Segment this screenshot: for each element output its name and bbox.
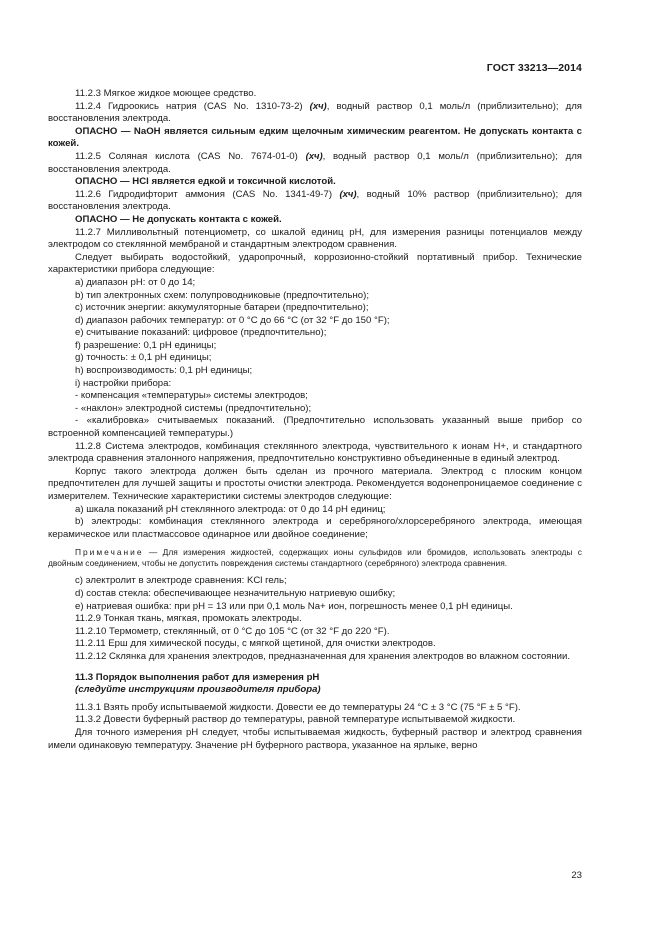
paragraph-11-2-4: 11.2.4 Гидроокись натрия (CAS No. 1310-73-2) (хч), водный раствор 0,1 моль/л (приблизительно); для восстановления электрода. — [48, 100, 582, 125]
note — [48, 547, 582, 569]
section-subtitle: (следуйте инструкциям производителя прибора) — [75, 684, 321, 696]
paragraph-11-3-1: 11.3.1 Взять пробу испытываемой жидкости. Довести ее до температуры 24 °С ± 3 °С (75 °F ± 5 °F). — [75, 701, 521, 713]
paragraph-11-2-3: 11.2.3 Мягкое жидкое моющее средство. — [75, 88, 257, 99]
note-text: — Для измерения жидкостей, содержащих ионы сульфидов или бромидов, использовать электроды с двойным соединением, чтобы не допустить повреждения системы стандартного (серебряного) электрода сравнения. — [48, 547, 582, 569]
note-label: Примечание — [75, 547, 144, 558]
list-item: i) настройки прибора: — [75, 377, 172, 389]
standard-header: ГОСТ 33213—2014 — [486, 62, 582, 74]
dash-item: - компенсация «температуры» системы электродов; — [75, 390, 308, 402]
warning-skin: ОПАСНО — Не допускать контакта с кожей. — [75, 213, 282, 225]
list-item: b) тип электронных схем: полупроводниковые (предпочтительно); — [75, 289, 369, 301]
paragraph-11-2-7: 11.2.7 Милливольтный потенциометр, со шкалой единиц pH, для измерения разницы потенциалов между электродом со стеклянной мембраной и стандартным электродом сравнения. — [48, 226, 582, 251]
section-title: 11.3 Порядок выполнения работ для измерения pH — [75, 671, 320, 683]
list-item: a) шкала показаний pH стеклянного электрода: от 0 до 14 pH единиц; — [75, 503, 386, 515]
list-item: g) точность: ± 0,1 pH единицы; — [75, 352, 212, 364]
page-body — [48, 88, 582, 752]
dash-item: - «наклон» электродной системы (предпочтительно); — [75, 402, 312, 414]
paragraph-11-2-11: 11.2.11 Ерш для химической посуды, с мягкой щетиной, для очистки электродов. — [75, 638, 436, 650]
warning-naoh: ОПАСНО — NaOH является сильным едким щелочным химическим реагентом. Не допускать контакта с кожей. — [48, 125, 582, 150]
warning-hcl: ОПАСНО — HCl является едкой и токсичной кислотой. — [75, 176, 336, 188]
paragraph-electrode-body: Корпус такого электрода должен быть сделан из прочного материала. Электрод с плоским концом предпочтителен для лучшей защиты и простоты очистки электрода. Рекомендуется водонепроницаемое соединение с измерителем. Технические характеристики системы электродов следующие: — [48, 465, 582, 502]
paragraph-11-2-5: 11.2.5 Соляная кислота (CAS No. 7674-01-0) (хч), водный раствор 0,1 моль/л (приблизительно); для восстановления электрода. — [48, 150, 582, 175]
paragraph-11-2-8: 11.2.8 Система электродов, комбинация стеклянного электрода, чувствительного к ионам H+, и стандартного электрода сравнения эталонного напряжения, предпочтительно конструктивно объединенные в единый электрод. — [48, 440, 582, 465]
list-item: b) электроды: комбинация стеклянного электрода и серебряного/хлорсеребряного электрода, имеющая керамическое или пластмассовое одинарное или двойное соединение; — [48, 516, 582, 540]
paragraph-11-2-10: 11.2.10 Термометр, стеклянный, от 0 °С до 105 °С (от 32 °F до 220 °F). — [75, 625, 390, 637]
grade-mark: (хч) — [339, 188, 357, 200]
paragraph-temperature: Для точного измерения pH следует, чтобы испытываемая жидкость, буферный раствор и электрод сравнения имели одинаковую температуру. Значение pH буферного раствора, указанное на ярлыке, верно — [48, 726, 582, 751]
list-item: d) состав стекла: обеспечивающее незначительную натриевую ошибку; — [75, 587, 396, 599]
page-number: 23 — [571, 870, 582, 881]
paragraph-11-2-6: 11.2.6 Гидродифторит аммония (CAS No. 1341-49-7) (хч), водный 10% раствор (приблизительно); для восстановления электрода. — [48, 188, 582, 213]
paragraph-11-2-12: 11.2.12 Склянка для хранения электродов, предназначенная для хранения электродов во влажном состоянии. — [75, 650, 571, 662]
dash-item: - «калибровка» считываемых показаний. (Предпочтительно использовать указанный выше прибор со встроенной компенсацией температуры.) — [48, 415, 582, 440]
list-item: e) натриевая ошибка: при pH = 13 или при 0,1 моль Na+ ион, погрешность менее 0,1 pH единицы. — [75, 600, 513, 612]
list-item: a) диапазон pH: от 0 до 14; — [75, 276, 196, 288]
list-item: e) считывание показаний: цифровое (предпочтительно); — [75, 327, 327, 339]
list-item: d) диапазон рабочих температур: от 0 °С до 66 °С (от 32 °F до 150 °F); — [75, 314, 390, 326]
list-item: c) электролит в электроде сравнения: KCl гель; — [75, 575, 287, 587]
paragraph-instrument-specs: Следует выбирать водостойкий, ударопрочный, коррозионно-стойкий портативный прибор. Технические характеристики прибора следующие: — [48, 251, 582, 276]
list-item: f) разрешение: 0,1 pH единицы; — [75, 339, 217, 351]
paragraph-11-2-9: 11.2.9 Тонкая ткань, мягкая, промокать электроды. — [75, 613, 302, 625]
paragraph-11-3-2: 11.3.2 Довести буферный раствор до температуры, равной температуре испытываемой жидкости. — [75, 714, 516, 726]
grade-mark: (хч) — [305, 150, 323, 162]
grade-mark: (хч) — [309, 100, 327, 112]
list-item: h) воспроизводимость: 0,1 pH единицы; — [75, 365, 253, 377]
list-item: c) источник энергии: аккумуляторные батареи (предпочтительно); — [75, 302, 369, 314]
